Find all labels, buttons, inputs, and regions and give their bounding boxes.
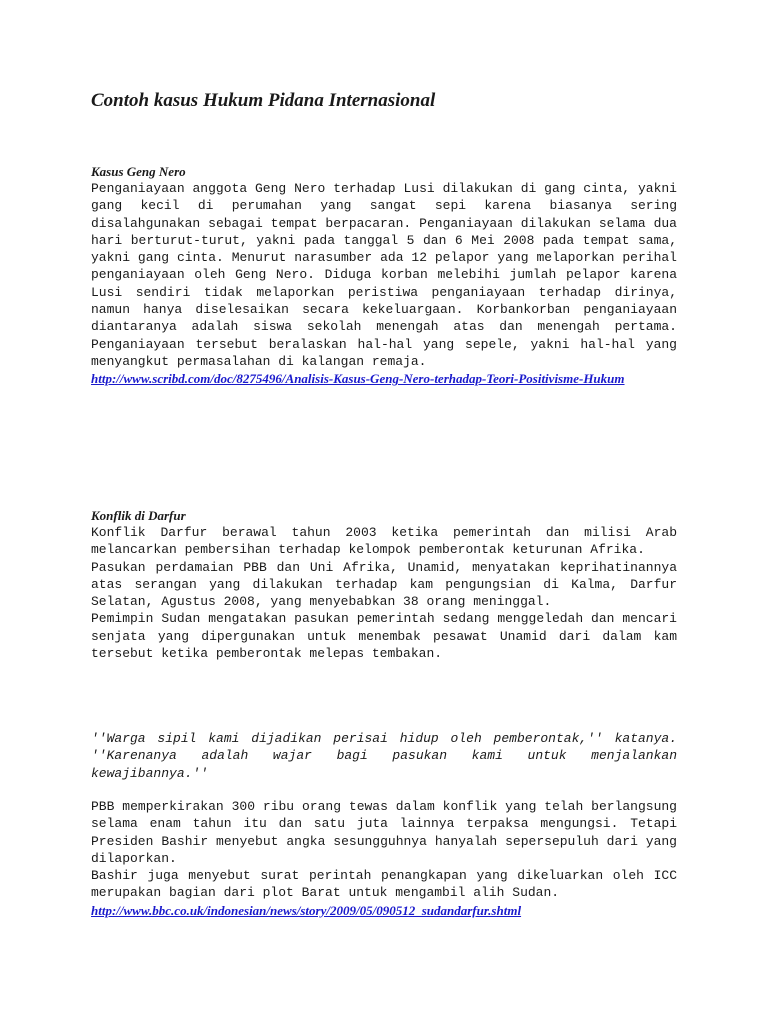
case-darfur-paragraph-1: Konflik Darfur berawal tahun 2003 ketika pemerintah dan milisi Arab melancarkan pembersihan terhadap kelompok pemberontak keturunan Afrika.	[91, 525, 677, 558]
case-geng-nero-body: Penganiayaan anggota Geng Nero terhadap Lusi dilakukan di gang cinta, yakni gang kecil di perumahan yang sangat sepi karena biasanya sering disalahgunakan sebagai tempat berpacaran. Penganiayaan dilakukan selama dua hari berturut-turut, yakni pada tanggal 5 dan 6 Mei 2008 pada tempat sama, yakni gang cinta. Menurut narasumber ada 12 pelapor yang melaporkan perihal penganiayaan oleh Geng Nero. Diduga korban melebihi jumlah pelapor karena Lusi sendiri tidak melaporkan peristiwa penganiayaan terhadap dirinya, namun hanya diselesaikan secara kekeluargaan. Korbankorban penganiayaan diantaranya adalah siswa sekolah menengah atas dan menengah pertama. Penganiayaan tersebut beralaskan hal-hal yang sepele, yakni hal-hal yang menyangkut permasalahan di kalangan remaja.	[91, 181, 677, 369]
case-darfur-quote-block	[91, 730, 677, 782]
case-darfur-source-link[interactable]: http://www.bbc.co.uk/indonesian/news/story/2009/05/090512_sudandarfur.shtml	[91, 902, 522, 918]
case-darfur-heading: Konflik di Darfur	[91, 508, 186, 523]
case-geng-nero-source-link[interactable]: http://www.scribd.com/doc/8275496/Analisis-Kasus-Geng-Nero-terhadap-Teori-Positivisme-Hukum	[91, 371, 625, 387]
case-darfur-paragraph-3: Pemimpin Sudan mengatakan pasukan pemerintah sedang menggeledah dan mencari senjata yang dipergunakan untuk menembak pesawat Unamid dari dalam kam tersebut ketika pemberontak melepas tembakan.	[91, 611, 677, 662]
case-darfur-section	[91, 507, 677, 662]
case-darfur-continued	[91, 798, 677, 919]
case-geng-nero-heading: Kasus Geng Nero	[91, 164, 186, 179]
case-darfur-paragraph-4: PBB memperkirakan 300 ribu orang tewas dalam konflik yang telah berlangsung selama enam tahun itu dan satu juta lainnya terpaksa mengungsi. Tetapi Presiden Bashir menyebut angka sesungguhnya hanyalah sepersepuluh dari yang dilaporkan.	[91, 799, 677, 866]
case-darfur-paragraph-2: Pasukan perdamaian PBB dan Uni Afrika, Unamid, menyatakan keprihatinannya atas serangan yang dilakukan terhadap kam pengungsian di Kalma, Darfur Selatan, Agustus 2008, yang menyebabkan 38 orang meninggal.	[91, 559, 677, 610]
page-title: Contoh kasus Hukum Pidana Internasional	[91, 90, 436, 111]
case-darfur-quote: ''Warga sipil kami dijadikan perisai hidup oleh pemberontak,'' katanya. ''Karenanya adalah wajar bagi pasukan kami untuk menjalankan kewajibannya.''	[91, 731, 677, 781]
case-darfur-paragraph-5: Bashir juga menyebut surat perintah penangkapan yang dikeluarkan oleh ICC merupakan bagian dari plot Barat untuk mengambil alih Sudan.	[91, 868, 677, 901]
case-geng-nero-section	[91, 163, 677, 387]
